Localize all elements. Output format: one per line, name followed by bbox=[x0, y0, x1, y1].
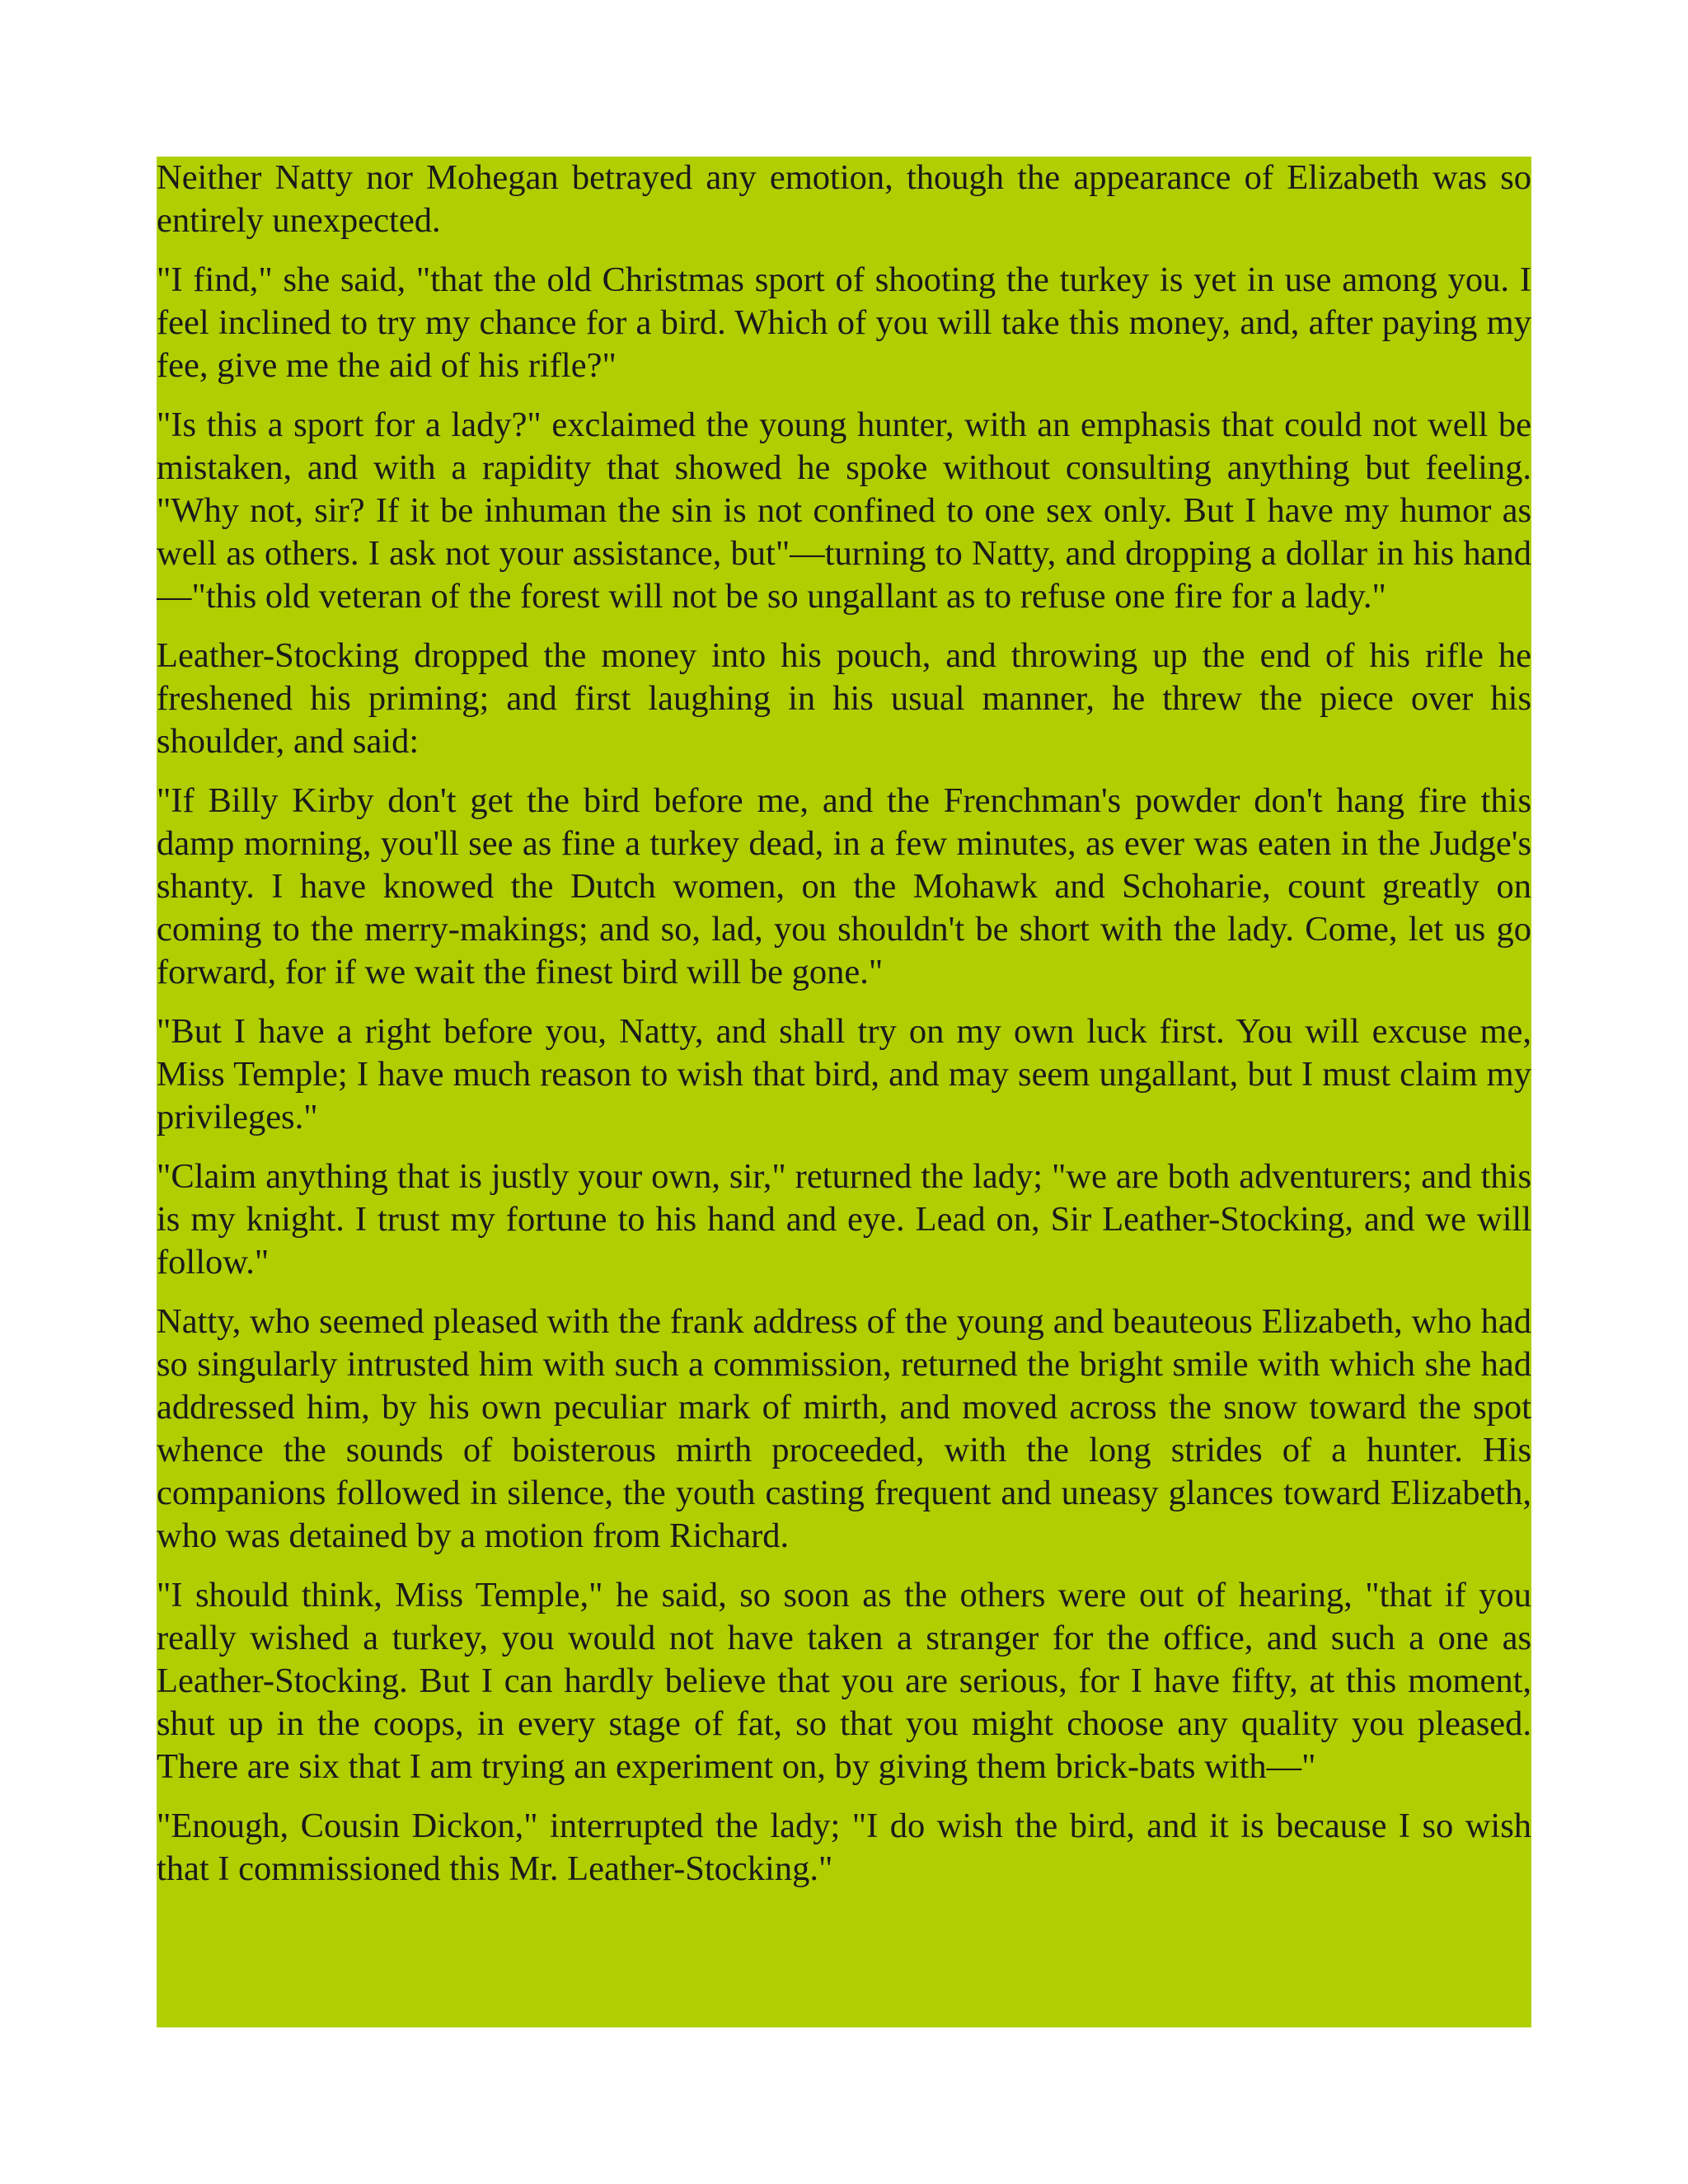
paragraph-9: "I should think, Miss Temple," he said, so soon as the others were out of hearing, "that if you really wished a turkey, you would not have taken a stranger for the office, and such a one as Leather-Stocking. But I can hardly believe that you are serious, for I have fifty, at this moment, shut up in the coops, in every stage of fat, so that you might choose any quality you pleased. There are six that I am trying an experiment on, by giving them brick-bats with—" bbox=[157, 1576, 1531, 1786]
text-block bbox=[157, 157, 1531, 2027]
paragraph-6: "But I have a right before you, Natty, and shall try on my own luck first. You will excuse me, Miss Temple; I have much reason to wish that bird, and may seem ungallant, but I must claim my privileges." bbox=[157, 1012, 1531, 1137]
paragraph-10: "Enough, Cousin Dickon," interrupted the lady; "I do wish the bird, and it is because I so wish that I commissioned this Mr. Leather-Stocking." bbox=[157, 1807, 1531, 1888]
paragraph-5: "If Billy Kirby don't get the bird before me, and the Frenchman's powder don't hang fire this damp morning, you'll see as fine a turkey dead, in a few minutes, as ever was eaten in the Judge's shanty. I have knowed the Dutch women, on the Mohawk and Schoharie, count greatly on coming to the merry-makings; and so, lad, you shouldn't be short with the lady. Come, let us go forward, for if we wait the finest bird will be gone." bbox=[157, 781, 1531, 991]
paragraph-3: "Is this a sport for a lady?" exclaimed the young hunter, with an emphasis that could not well be mistaken, and with a rapidity that showed he spoke without consulting anything but feeling. "Why not, sir? If it be inhuman the sin is not confined to one sex only. But I have my humor as well as others. I ask not your assistance, but"—turning to Natty, and dropping a dollar in his hand—"this old veteran of the forest will not be so ungallant as to refuse one fire for a lady." bbox=[157, 405, 1531, 616]
paragraph-1: Neither Natty nor Mohegan betrayed any emotion, though the appearance of Elizabeth was so entirely unexpected. bbox=[157, 158, 1531, 240]
paragraph-7: "Claim anything that is justly your own, sir," returned the lady; "we are both adventurers; and this is my knight. I trust my fortune to his hand and eye. Lead on, Sir Leather-Stocking, and we will follow." bbox=[157, 1157, 1531, 1282]
paragraph-4: Leather-Stocking dropped the money into his pouch, and throwing up the end of his rifle he freshened his priming; and first laughing in his usual manner, he threw the piece over his shoulder, and said: bbox=[157, 636, 1531, 761]
paragraph-2: "I find," she said, "that the old Christmas sport of shooting the turkey is yet in use among you. I feel inclined to try my chance for a bird. Which of you will take this money, and, after paying my fee, give me the aid of his rifle?" bbox=[157, 260, 1531, 385]
paragraph-8: Natty, who seemed pleased with the frank address of the young and beauteous Elizabeth, who had so singularly intrusted him with such a commission, returned the bright smile with which she had addressed him, by his own peculiar mark of mirth, and moved across the snow toward the spot whence the sounds of boisterous mirth proceeded, with the long strides of a hunter. His companions followed in silence, the youth casting frequent and uneasy glances toward Elizabeth, who was detained by a motion from Richard. bbox=[157, 1302, 1531, 1555]
